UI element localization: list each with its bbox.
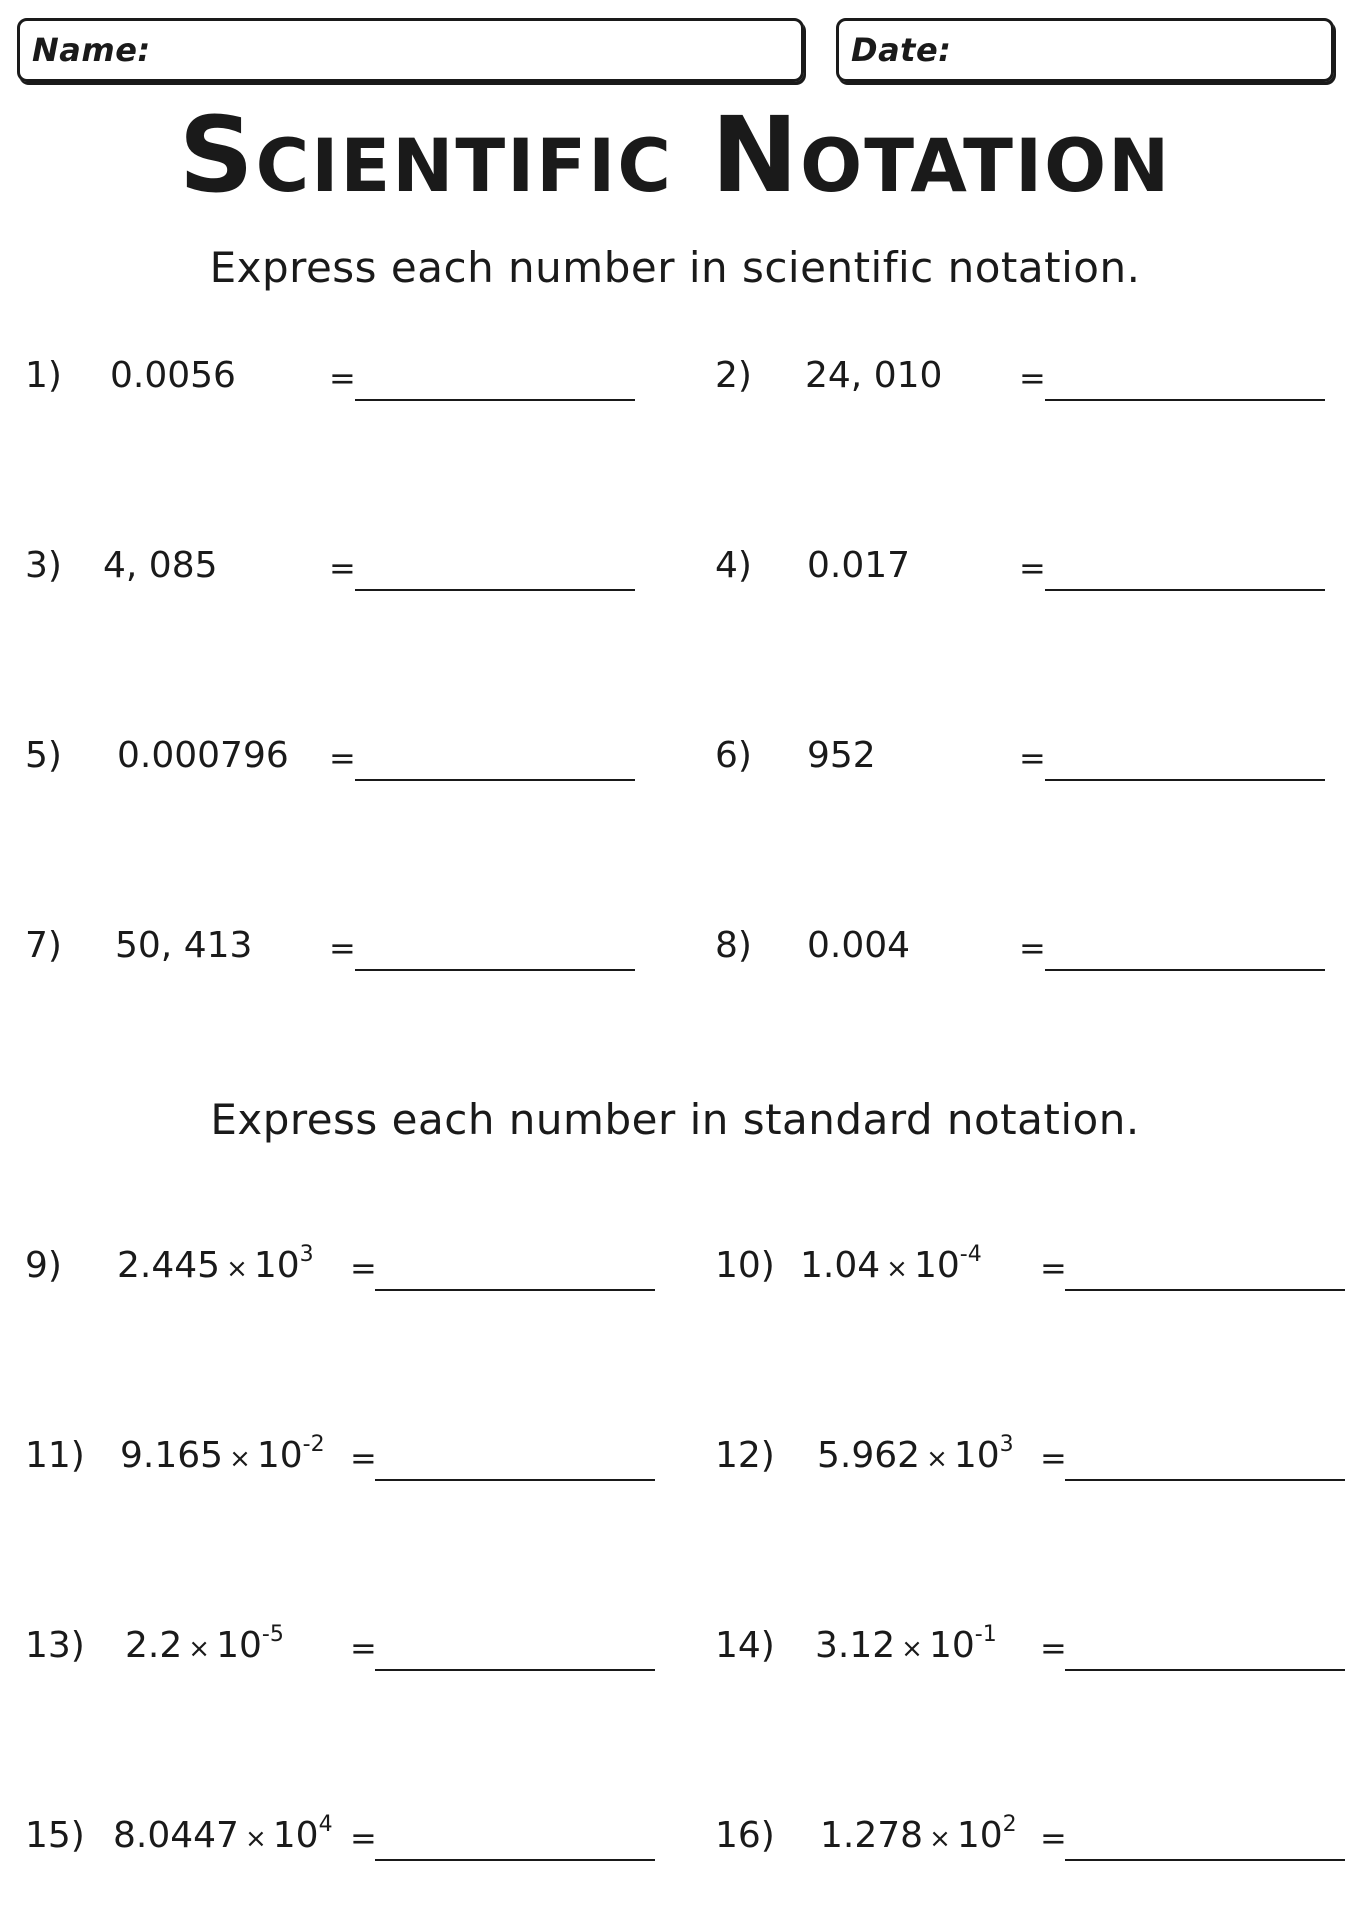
base: 10 bbox=[256, 1435, 303, 1476]
date-label: Date: bbox=[851, 31, 952, 69]
coefficient: 3.12 bbox=[815, 1625, 896, 1666]
coefficient: 9.165 bbox=[120, 1435, 224, 1476]
problem-value: 0.017 bbox=[807, 545, 911, 586]
base: 10 bbox=[272, 1815, 319, 1856]
problem-expression bbox=[120, 1432, 325, 1476]
exponent: -5 bbox=[261, 1622, 284, 1647]
answer-blank[interactable] bbox=[1045, 545, 1325, 591]
problem-number: 12) bbox=[715, 1435, 775, 1476]
equals-sign: = bbox=[1019, 359, 1046, 397]
base: 10 bbox=[928, 1625, 975, 1666]
problem-value: 0.0056 bbox=[110, 355, 236, 396]
coefficient: 8.0447 bbox=[113, 1815, 239, 1856]
problem-value: 4, 085 bbox=[103, 545, 218, 586]
equals-sign: = bbox=[350, 1439, 377, 1477]
coefficient: 1.278 bbox=[820, 1815, 924, 1856]
problem-value: 24, 010 bbox=[805, 355, 943, 396]
answer-blank[interactable] bbox=[355, 355, 635, 401]
answer-blank[interactable] bbox=[1045, 925, 1325, 971]
name-label: Name: bbox=[32, 31, 151, 69]
equals-sign: = bbox=[1040, 1439, 1067, 1477]
equals-sign: = bbox=[350, 1249, 377, 1287]
problem-number: 5) bbox=[25, 735, 62, 776]
coefficient: 2.2 bbox=[125, 1625, 183, 1666]
answer-blank[interactable] bbox=[1065, 1245, 1345, 1291]
equals-sign: = bbox=[1019, 929, 1046, 967]
answer-blank[interactable] bbox=[355, 735, 635, 781]
exponent: 3 bbox=[299, 1242, 314, 1267]
answer-blank[interactable] bbox=[1045, 355, 1325, 401]
equals-sign: = bbox=[329, 359, 356, 397]
answer-blank[interactable] bbox=[375, 1435, 655, 1481]
times-sign: × bbox=[926, 1444, 948, 1474]
problem-number: 10) bbox=[715, 1245, 775, 1286]
base: 10 bbox=[253, 1245, 300, 1286]
answer-blank[interactable] bbox=[375, 1815, 655, 1861]
equals-sign: = bbox=[329, 549, 356, 587]
times-sign: × bbox=[244, 1824, 267, 1854]
exponent: -2 bbox=[302, 1432, 325, 1457]
problem-number: 1) bbox=[25, 355, 62, 396]
section-instruction-scientific: Express each number in scientific notation. bbox=[209, 243, 1141, 292]
coefficient: 2.445 bbox=[117, 1245, 221, 1286]
page-title: Scientific Notation bbox=[178, 94, 1172, 216]
problem-number: 9) bbox=[25, 1245, 62, 1286]
problem-expression bbox=[117, 1242, 314, 1286]
problem-expression bbox=[820, 1812, 1017, 1856]
equals-sign: = bbox=[329, 739, 356, 777]
exponent: 2 bbox=[1002, 1812, 1017, 1837]
problem-number: 11) bbox=[25, 1435, 85, 1476]
problem-number: 3) bbox=[25, 545, 62, 586]
times-sign: × bbox=[188, 1634, 211, 1664]
exponent: -4 bbox=[959, 1242, 982, 1267]
times-sign: × bbox=[226, 1254, 248, 1284]
problem-expression bbox=[815, 1622, 997, 1666]
problem-number: 16) bbox=[715, 1815, 775, 1856]
answer-blank[interactable] bbox=[1065, 1625, 1345, 1671]
answer-blank[interactable] bbox=[1065, 1815, 1345, 1861]
equals-sign: = bbox=[329, 929, 356, 967]
times-sign: × bbox=[229, 1444, 251, 1474]
times-sign: × bbox=[886, 1254, 908, 1284]
equals-sign: = bbox=[1019, 549, 1046, 587]
problem-number: 14) bbox=[715, 1625, 775, 1666]
coefficient: 1.04 bbox=[800, 1245, 881, 1286]
problem-number: 13) bbox=[25, 1625, 85, 1666]
exponent: 4 bbox=[318, 1812, 333, 1837]
problem-value: 0.004 bbox=[807, 925, 911, 966]
answer-blank[interactable] bbox=[375, 1245, 655, 1291]
problem-expression bbox=[817, 1432, 1014, 1476]
problem-number: 15) bbox=[25, 1815, 85, 1856]
problem-number: 2) bbox=[715, 355, 752, 396]
answer-blank[interactable] bbox=[1065, 1435, 1345, 1481]
equals-sign: = bbox=[350, 1629, 377, 1667]
problem-number: 8) bbox=[715, 925, 752, 966]
problem-value: 0.000796 bbox=[117, 735, 289, 776]
equals-sign: = bbox=[1019, 739, 1046, 777]
base: 10 bbox=[956, 1815, 1003, 1856]
problem-expression bbox=[113, 1812, 333, 1856]
exponent: -1 bbox=[974, 1622, 997, 1647]
times-sign: × bbox=[901, 1634, 923, 1664]
date-field[interactable] bbox=[836, 18, 1334, 82]
times-sign: × bbox=[929, 1824, 951, 1854]
equals-sign: = bbox=[1040, 1629, 1067, 1667]
coefficient: 5.962 bbox=[817, 1435, 921, 1476]
answer-blank[interactable] bbox=[1045, 735, 1325, 781]
problem-number: 4) bbox=[715, 545, 752, 586]
section-instruction-standard: Express each number in standard notation. bbox=[210, 1095, 1140, 1144]
equals-sign: = bbox=[350, 1819, 377, 1857]
answer-blank[interactable] bbox=[355, 545, 635, 591]
base: 10 bbox=[913, 1245, 960, 1286]
base: 10 bbox=[953, 1435, 1000, 1476]
equals-sign: = bbox=[1040, 1249, 1067, 1287]
problem-expression bbox=[125, 1622, 284, 1666]
problem-number: 6) bbox=[715, 735, 752, 776]
answer-blank[interactable] bbox=[355, 925, 635, 971]
equals-sign: = bbox=[1040, 1819, 1067, 1857]
problem-value: 952 bbox=[807, 735, 876, 776]
problem-value: 50, 413 bbox=[115, 925, 253, 966]
exponent: 3 bbox=[999, 1432, 1014, 1457]
base: 10 bbox=[216, 1625, 262, 1666]
problem-expression bbox=[800, 1242, 982, 1286]
problem-number: 7) bbox=[25, 925, 62, 966]
answer-blank[interactable] bbox=[375, 1625, 655, 1671]
name-field[interactable] bbox=[17, 18, 804, 82]
